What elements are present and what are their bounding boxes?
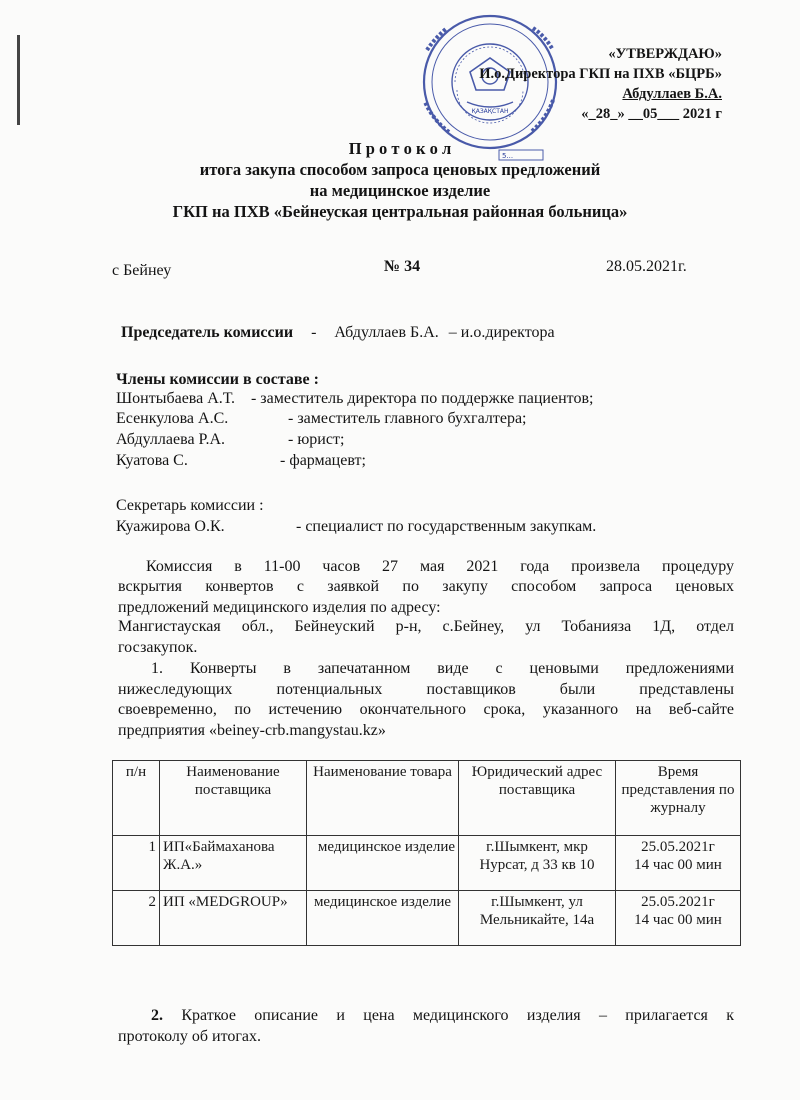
member-role: - юрист; <box>288 431 345 448</box>
table-row <box>113 836 741 891</box>
approval-date: «_28_» __05___ 2021 г <box>581 106 722 122</box>
scan-margin-mark <box>17 35 20 125</box>
member-name: Есенкулова А.С. <box>116 410 229 427</box>
column-header: Время представления по журналу <box>616 761 741 836</box>
doc-place: с Бейнеу <box>112 262 172 279</box>
submission-hour: 14 час 00 мин <box>634 912 722 928</box>
submission-time <box>616 836 741 891</box>
paragraph-line: Мангистауская обл., Бейнеуский р-н, с.Бейнеу, ул Тобанияза 1Д, отдел <box>118 618 734 635</box>
member-role: - заместитель директора по поддержке пациентов; <box>250 390 594 407</box>
column-header: Юридический адрес поставщика <box>459 761 616 836</box>
table-row <box>113 891 741 946</box>
paragraph-line: предложений медицинского изделия по адресу: <box>118 599 441 616</box>
member-role: - заместитель главного бухгалтера; <box>288 410 527 427</box>
members-header: Члены комиссии в составе : <box>116 371 319 388</box>
member-name: Шонтыбаева А.Т. <box>116 390 235 407</box>
paragraph-line: своевременно, по истечению окончательного срока, указанного на веб-сайте <box>118 701 734 718</box>
submission-date: 25.05.2021г <box>641 839 715 855</box>
doc-title: П р о т о к о л <box>348 139 452 158</box>
column-header: п/н <box>113 761 160 836</box>
member-name: Куатова С. <box>116 452 188 469</box>
chairman-role: – и.о.директора <box>448 324 555 341</box>
chairman-dash: - <box>311 324 317 341</box>
secretary-header: Секретарь комиссии : <box>116 497 264 514</box>
paragraph-line: вскрытия конвертов с заявкой по закупу способом запроса ценовых <box>118 578 734 595</box>
column-header: Наименование товара <box>307 761 459 836</box>
doc-date: 28.05.2021г. <box>606 258 687 275</box>
row-number: 1 <box>113 836 160 891</box>
seal-serial: 5... <box>502 152 514 160</box>
member-name: Абдуллаева Р.А. <box>116 431 225 448</box>
doc-number: № 34 <box>384 258 421 275</box>
item-text: Краткое описание и цена медицинского изделия – прилагается к <box>181 1007 735 1024</box>
supplier-address: г.Шымкент, мкр Нурсат, д 33 кв 10 <box>459 836 616 891</box>
paragraph-line <box>151 659 734 678</box>
supplier-name: ИП«Баймаханова Ж.А.» <box>160 836 307 891</box>
chairman-name: Абдуллаев Б.А. <box>334 324 439 341</box>
approval-block <box>479 44 722 124</box>
goods-name: медицинское изделие <box>307 891 459 946</box>
paragraph-line: нижеследующих потенциальных поставщиков были представлены <box>118 681 734 698</box>
paragraph-line: предприятия «beiney-crb.mangystau.kz» <box>118 722 386 739</box>
chairman-line <box>121 323 555 342</box>
member-row <box>116 409 526 428</box>
member-row <box>116 430 344 449</box>
member-role: - фармацевт; <box>280 452 366 469</box>
item-number: 1. <box>151 660 163 677</box>
paragraph-line: протоколу об итогах. <box>118 1028 262 1045</box>
goods-name: медицинское изделие <box>307 836 459 891</box>
column-header: Наименование поставщика <box>160 761 307 836</box>
doc-subtitle-1: итога закупа способом запроса ценовых предложений <box>199 160 601 179</box>
item-text: Конверты в запечатанном виде с ценовыми предложениями <box>189 660 735 677</box>
chairman-label: Председатель комиссии <box>121 324 294 341</box>
supplier-address: г.Шымкент, ул Мельникайте, 14а <box>459 891 616 946</box>
submission-hour: 14 час 00 мин <box>634 857 722 873</box>
secretary-row <box>116 517 596 536</box>
suppliers-table <box>112 760 741 946</box>
item-number: 2. <box>151 1007 163 1024</box>
submission-time <box>616 891 741 946</box>
approval-signatory: Абдуллаев Б.А. <box>622 86 722 102</box>
row-number: 2 <box>113 891 160 946</box>
approval-heading: «УТВЕРЖДАЮ» <box>608 46 722 62</box>
paragraph-line: Комиссия в 11-00 часов 27 мая 2021 года произвела процедуру <box>146 558 734 575</box>
member-row <box>116 451 366 470</box>
submission-date: 25.05.2021г <box>641 894 715 910</box>
paragraph-line <box>151 1006 734 1025</box>
paragraph-line: госзакупок. <box>118 639 198 656</box>
table-header-row <box>113 761 741 836</box>
secretary-role: - специалист по государственным закупкам. <box>296 518 597 535</box>
member-row <box>116 389 593 408</box>
doc-subtitle-3: ГКП на ПХВ «Бейнеуская центральная районная больница» <box>172 202 628 221</box>
seal-center-text: ҚАЗАҚСТАН <box>471 108 509 115</box>
secretary-name: Куажирова О.К. <box>116 518 225 535</box>
supplier-name: ИП «MEDGROUP» <box>160 891 307 946</box>
approval-position: И.о.Директора ГКП на ПХВ «БЦРБ» <box>479 66 722 82</box>
doc-subtitle-2: на медицинское изделие <box>309 181 491 200</box>
